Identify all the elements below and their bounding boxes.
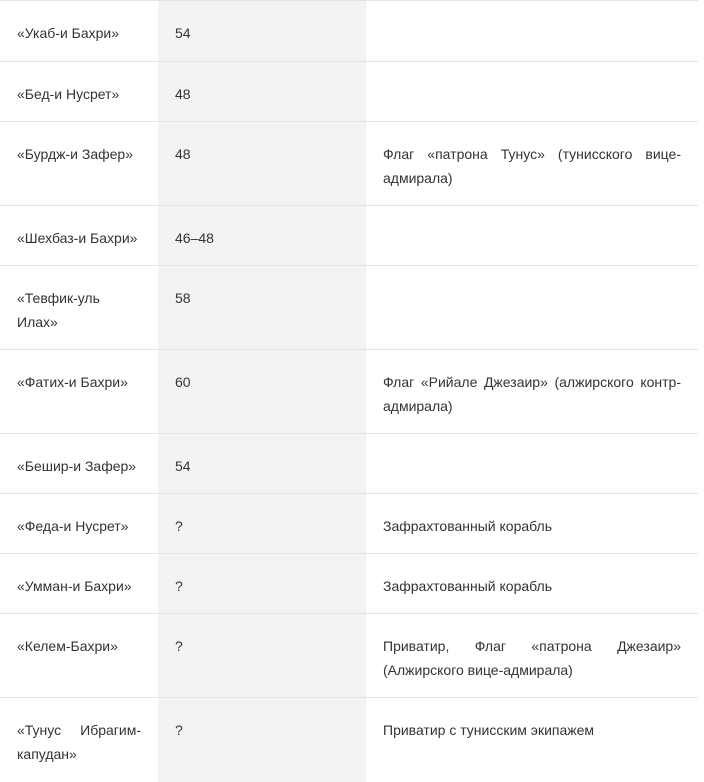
note-cell	[366, 434, 698, 493]
ship-name-cell: «Бед-и Нусрет»	[17, 86, 120, 102]
ship-name-cell: «Феда-и Нусрет»	[17, 518, 129, 534]
note-cell	[366, 1, 698, 61]
note-cell: Флаг «Рийале Джезаир» (алжирского контр-адмирала)	[383, 374, 681, 414]
table-row	[0, 614, 698, 698]
ship-name-cell: «Фатих-и Бахри»	[17, 374, 128, 390]
table-row	[0, 554, 698, 614]
table-row	[0, 266, 698, 350]
guns-cell: ?	[158, 494, 366, 553]
guns-cell: 54	[158, 1, 366, 61]
table-row	[0, 434, 698, 494]
guns-cell: 48	[158, 62, 366, 121]
table-row	[0, 698, 698, 782]
table-row	[0, 350, 698, 434]
guns-cell: 46–48	[158, 206, 366, 265]
note-cell	[366, 206, 698, 265]
ship-name-cell: «Тунус Ибрагим-капудан»	[17, 722, 141, 762]
note-cell	[366, 266, 698, 349]
ship-name-cell: «Шехбаз-и Бахри»	[17, 230, 138, 246]
note-cell: Приватир с тунисским экипажем	[383, 722, 595, 738]
note-cell: Зафрахтованный корабль	[383, 578, 553, 594]
note-cell	[366, 62, 698, 121]
table-row	[0, 494, 698, 554]
ship-name-cell: «Бурдж-и Зафер»	[17, 146, 133, 162]
table-row	[0, 122, 698, 206]
ship-name-cell: «Келем-Бахри»	[17, 638, 118, 654]
table-row	[0, 62, 698, 122]
guns-cell: 58	[158, 266, 366, 349]
guns-cell: 54	[158, 434, 366, 493]
ship-name-cell: «Укаб-и Бахри»	[17, 25, 120, 41]
table-row	[0, 206, 698, 266]
ship-name-cell: «Умман-и Бахри»	[17, 578, 132, 594]
ship-name-cell: «Тевфик-уль Илах»	[17, 290, 100, 330]
note-cell: Приватир, Флаг «патрона Джезаир» (Алжирского вице-адмирала)	[383, 638, 681, 678]
guns-cell: ?	[158, 698, 366, 782]
guns-cell: ?	[158, 554, 366, 613]
guns-cell: 48	[158, 122, 366, 205]
guns-cell: 60	[158, 350, 366, 433]
table-row	[0, 1, 698, 62]
note-cell: Зафрахтованный корабль	[383, 518, 553, 534]
ship-name-cell: «Бешир-и Зафер»	[17, 458, 137, 474]
guns-cell: ?	[158, 614, 366, 697]
note-cell: Флаг «патрона Тунус» (тунисского вице-адмирала)	[383, 146, 681, 186]
